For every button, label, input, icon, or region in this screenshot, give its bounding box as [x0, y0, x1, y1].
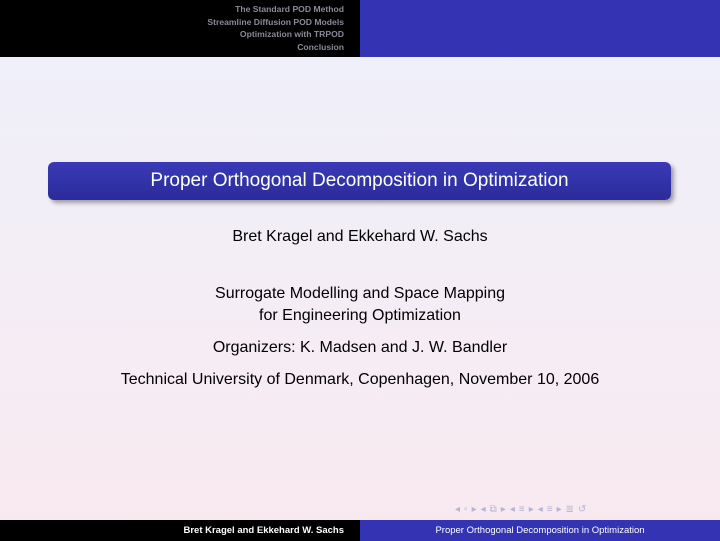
- nav-left-arrow-icon[interactable]: ◂: [509, 503, 515, 515]
- nav-right-arrow-icon[interactable]: ▸: [471, 503, 477, 515]
- footer-authors: Bret Kragel and Ekkehard W. Sachs: [0, 520, 360, 541]
- nav-left-arrow-icon[interactable]: ◂: [455, 503, 461, 515]
- section-icon[interactable]: ≡: [518, 503, 525, 515]
- organizers: Organizers: K. Madsen and J. W. Bandler: [212, 339, 508, 356]
- appendix-icon[interactable]: ≣: [565, 503, 575, 515]
- section-link-streamline-diffusion[interactable]: Streamline Diffusion POD Models: [207, 16, 344, 27]
- section-link-trpod[interactable]: Optimization with TRPOD: [239, 29, 344, 40]
- event-line-2: for Engineering Optimization: [259, 307, 461, 324]
- search-icon[interactable]: ↺: [578, 503, 587, 515]
- section-navigation: [0, 0, 360, 57]
- nav-left-arrow-icon[interactable]: ◂: [537, 503, 543, 515]
- nav-right-arrow-icon[interactable]: ▸: [556, 503, 562, 515]
- subsection-icon[interactable]: ⧉: [489, 503, 497, 515]
- section-link-standard-pod[interactable]: The Standard POD Method: [235, 4, 344, 14]
- headline-right-panel: [360, 0, 720, 57]
- footline: [0, 520, 720, 541]
- title-box: [48, 162, 671, 200]
- venue-date: Technical University of Denmark, Copenhagen, November 10, 2006: [120, 371, 600, 388]
- authors: Bret Kragel and Ekkehard W. Sachs: [232, 228, 488, 245]
- frame-icon[interactable]: ▫: [464, 503, 468, 515]
- nav-right-arrow-icon[interactable]: ▸: [500, 503, 506, 515]
- nav-right-arrow-icon[interactable]: ▸: [528, 503, 534, 515]
- section-link-conclusion[interactable]: Conclusion: [297, 41, 344, 52]
- beamer-navigation-symbols: [455, 502, 705, 516]
- document-icon[interactable]: ≡: [546, 503, 553, 515]
- presentation-title: Proper Orthogonal Decomposition in Optimization: [150, 170, 569, 191]
- footer-title: Proper Orthogonal Decomposition in Optimization: [360, 520, 720, 541]
- nav-left-arrow-icon[interactable]: ◂: [480, 503, 486, 515]
- headline-bar: [0, 0, 720, 57]
- event-line-1: Surrogate Modelling and Space Mapping: [215, 285, 505, 302]
